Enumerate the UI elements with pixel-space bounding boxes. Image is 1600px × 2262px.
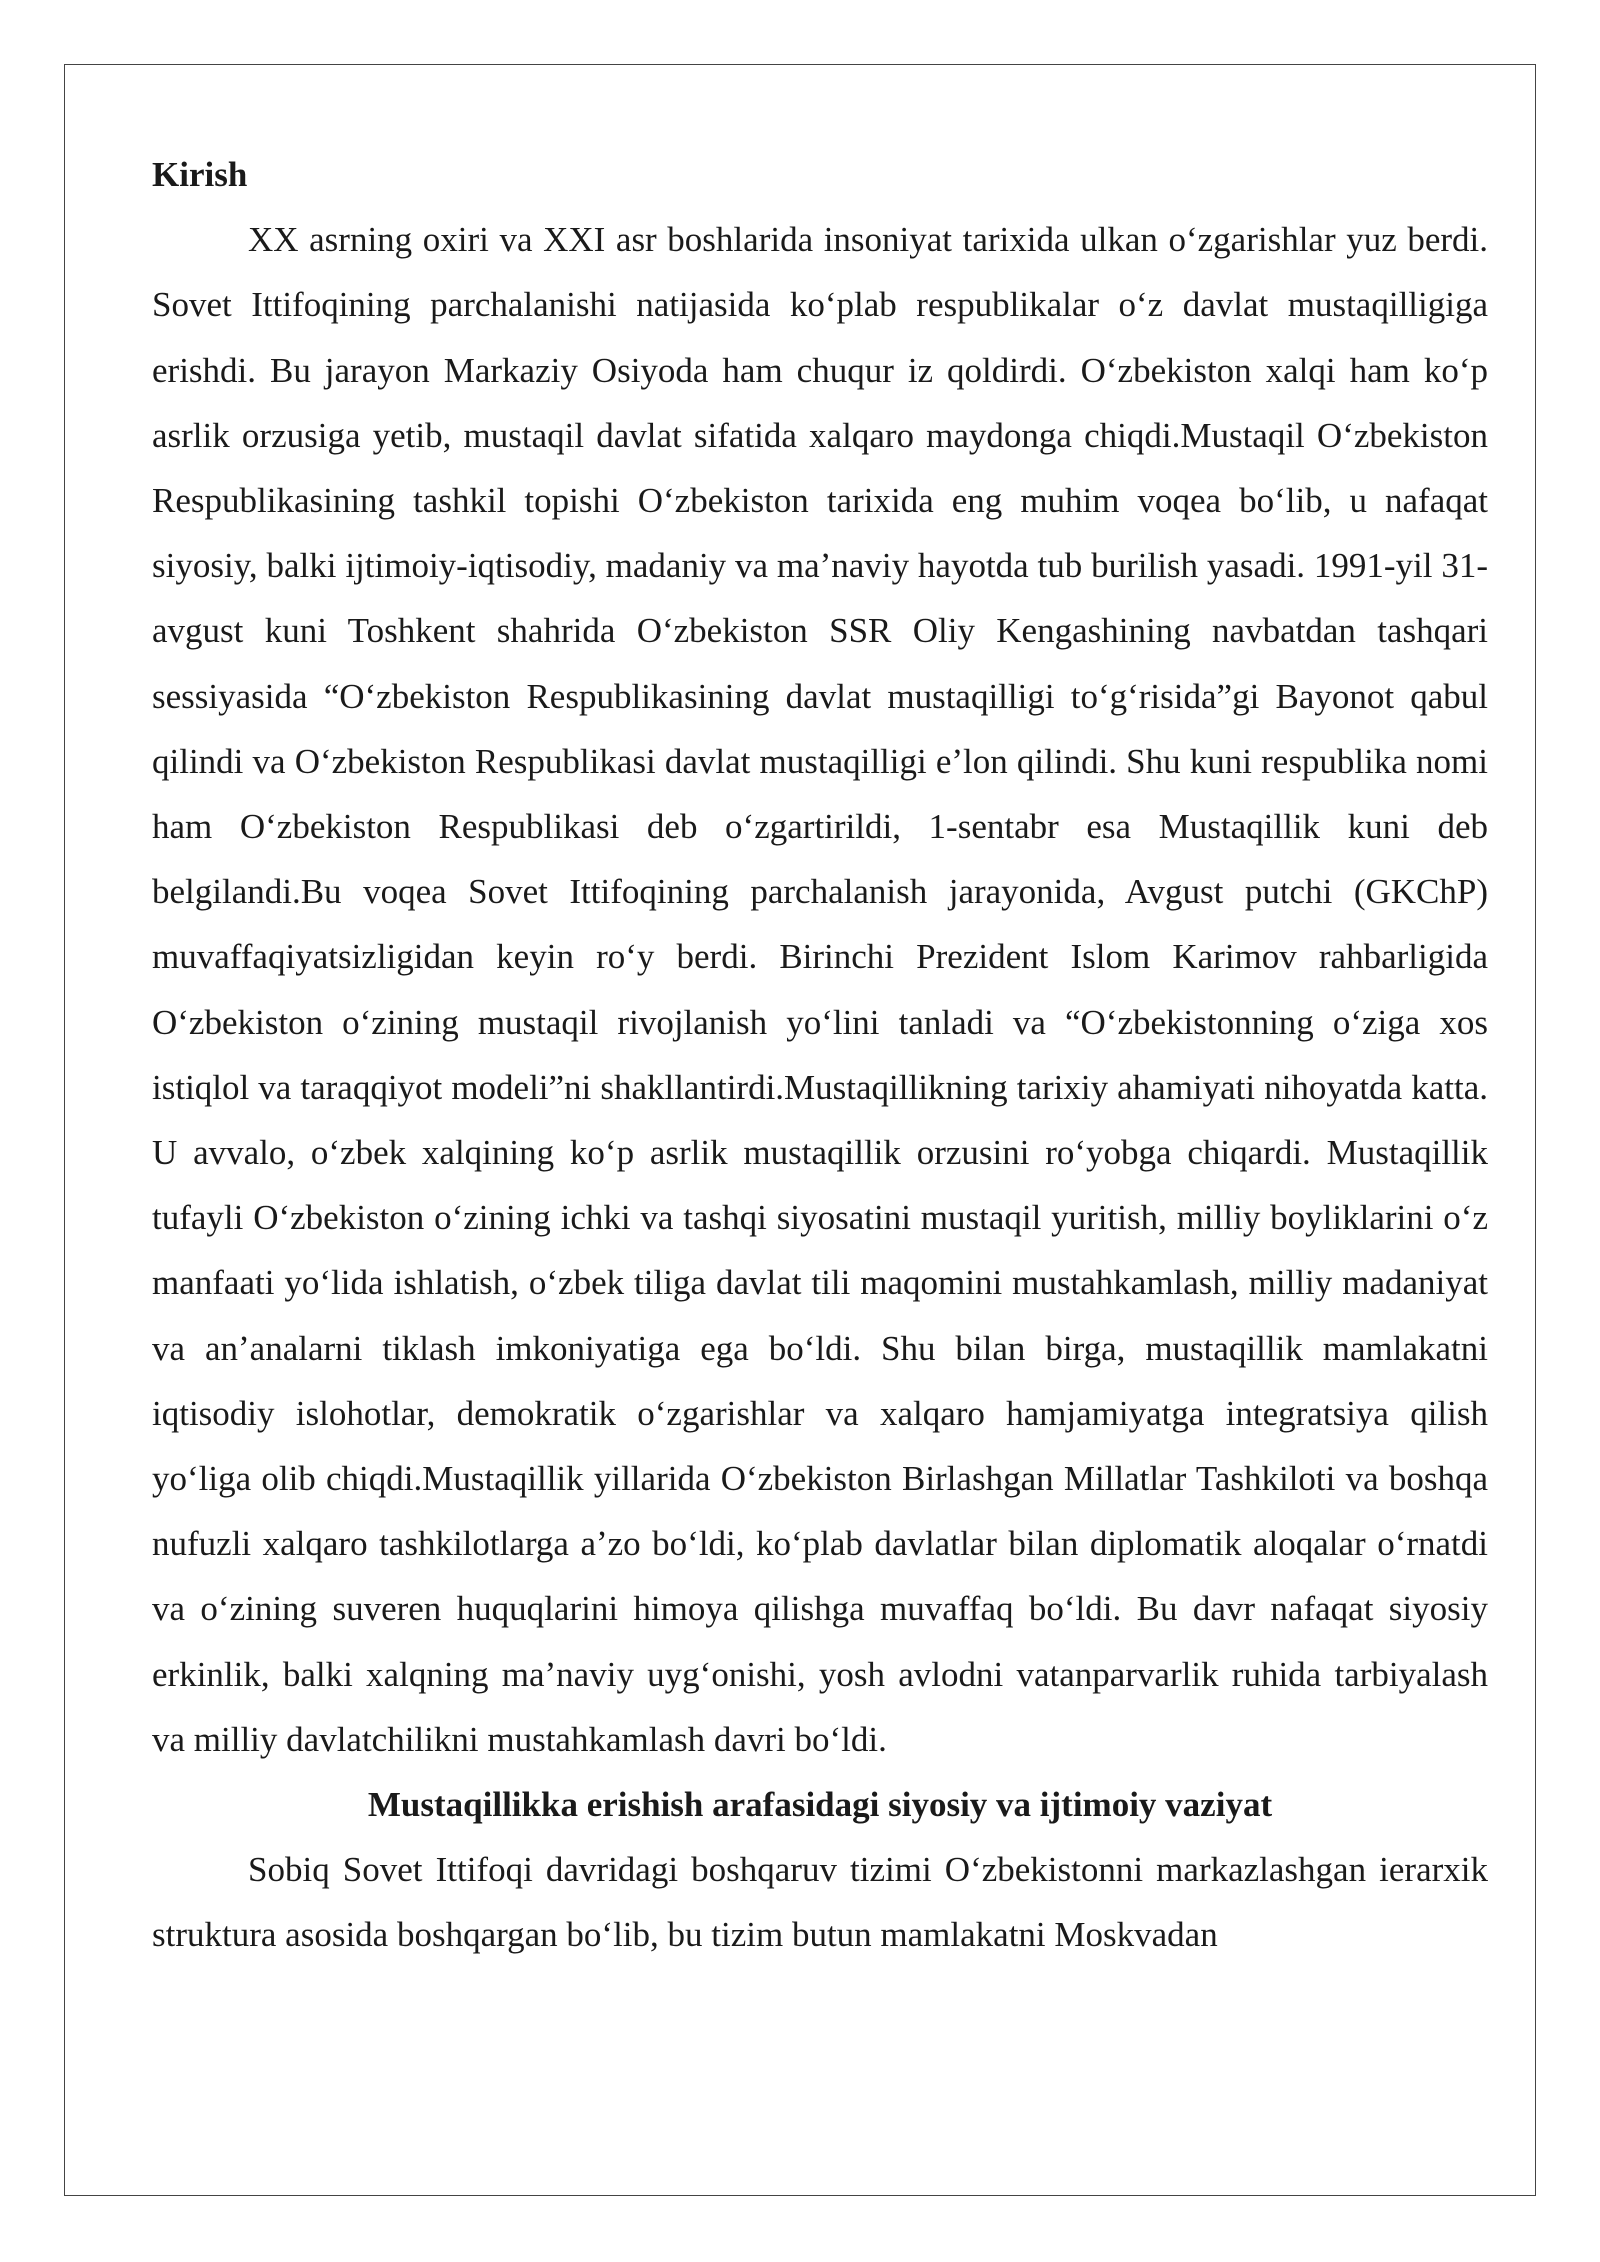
section-heading-introduction: Kirish xyxy=(152,155,248,194)
document-body xyxy=(152,142,1488,1968)
political-situation-paragraph: Sobiq Sovet Ittifoqi davridagi boshqaruv tizimi Oʻzbekistonni markazlashgan ierarxik struktura asosida boshqargan boʻlib, bu tizim butun mamlakatni Moskvadan xyxy=(152,1850,1488,1955)
section-heading-political-situation: Mustaqillikka erishish arafasidagi siyosiy va ijtimoiy vaziyat xyxy=(367,1785,1273,1825)
introduction-paragraph: XX asrning oxiri va XXI asr boshlarida insoniyat tarixida ulkan oʻzgarishlar yuz berdi. Sovet Ittifoqining parchalanishi natijasida koʻplab respublikalar oʻz davlat mustaqilligiga erishdi. Bu jarayon Markaziy Osiyoda ham chuqur iz qoldirdi. Oʻzbekiston xalqi ham koʻp asrlik orzusiga yetib, mustaqil davlat sifatida xalqaro maydonga chiqdi.Mustaqil Oʻzbekiston Respublikasining tashkil topishi Oʻzbekiston tarixida eng muhim voqea boʻlib, u nafaqat siyosiy, balki ijtimoiy-iqtisodiy, madaniy va maʼnaviy hayotda tub burilish yasadi. 1991-yil 31-avgust kuni Toshkent shahrida Oʻzbekiston SSR Oliy Kengashining navbatdan tashqari sessiyasida “Oʻzbekiston Respublikasining davlat mustaqilligi toʻgʻrisida”gi Bayonot qabul qilindi va Oʻzbekiston Respublikasi davlat mustaqilligi eʼlon qilindi. Shu kuni respublika nomi ham Oʻzbekiston Respublikasi deb oʻzgartirildi, 1-sentabr esa Mustaqillik kuni deb belgilandi.Bu voqea Sovet Ittifoqining parchalanish jarayonida, Avgust putchi (GKChP) muvaffaqiyatsizligidan keyin roʻy berdi. Birinchi Prezident Islom Karimov rahbarligida Oʻzbekiston oʻzining mustaqil rivojlanish yoʻlini tanladi va “Oʻzbekistonning oʻziga xos istiqlol va taraqqiyot modeli”ni shakllantirdi.Mustaqillikning tarixiy ahamiyati nihoyatda katta. U avvalo, oʻzbek xalqining koʻp asrlik mustaqillik orzusini roʻyobga chiqardi. Mustaqillik tufayli Oʻzbekiston oʻzining ichki va tashqi siyosatini mustaqil yuritish, milliy boyliklarini oʻz manfaati yoʻlida ishlatish, oʻzbek tiliga davlat tili maqomini mustahkamlash, milliy madaniyat va anʼanalarni tiklash imkoniyatiga ega boʻldi. Shu bilan birga, mustaqillik mamlakatni iqtisodiy islohotlar, demokratik oʻzgarishlar va xalqaro hamjamiyatga integratsiya qilish yoʻliga olib chiqdi.Mustaqillik yillarida Oʻzbekiston Birlashgan Millatlar Tashkiloti va boshqa nufuzli xalqaro tashkilotlarga aʼzo boʻldi, koʻplab davlatlar bilan diplomatik aloqalar oʻrnatdi va oʻzining suveren huquqlarini himoya qilishga muvaffaq boʻldi. Bu davr nafaqat siyosiy erkinlik, balki xalqning maʼnaviy uygʻonishi, yosh avlodni vatanparvarlik ruhida tarbiyalash va milliy davlatchilikni mustahkamlash davri boʻldi. xyxy=(152,220,1488,1759)
